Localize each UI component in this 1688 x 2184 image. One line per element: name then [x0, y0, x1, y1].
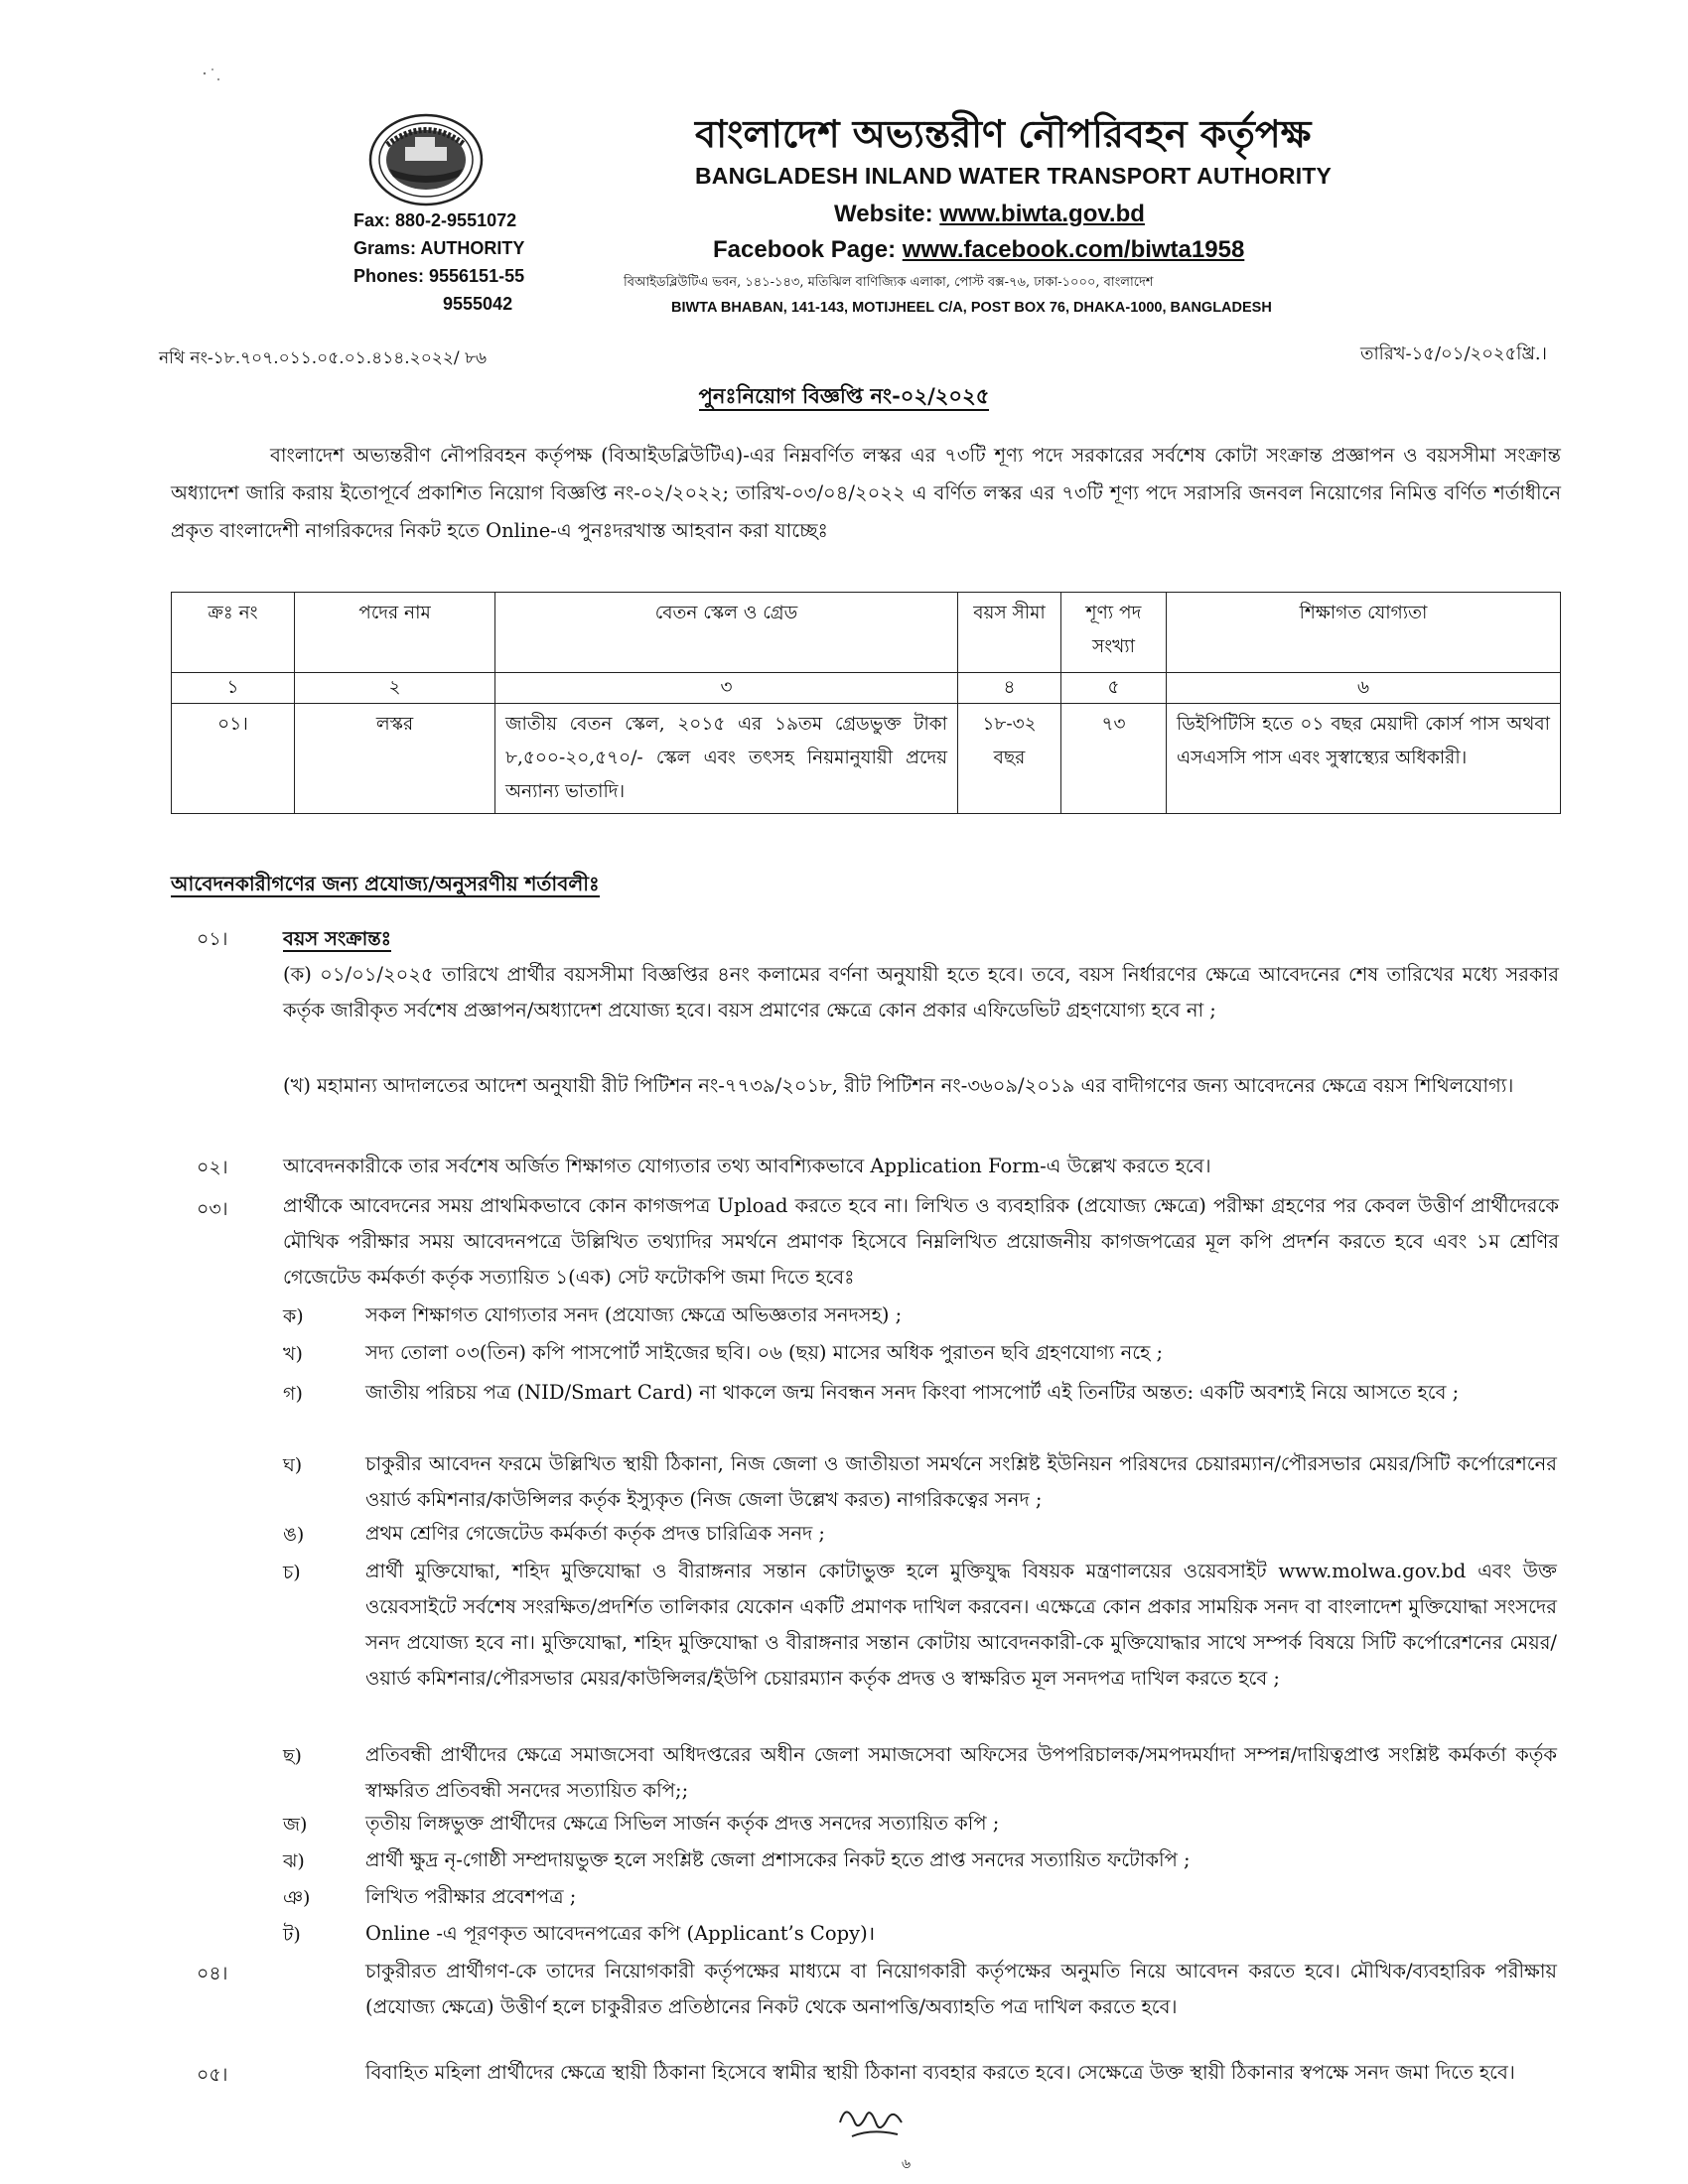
cell-qualification: ডিইপিটিসি হতে ০১ বছর মেয়াদী কোর্স পাস অথবা এসএসসি পাস এবং সুস্বাস্থ্যের অধিকারী। — [1167, 704, 1561, 814]
signature-icon — [832, 2093, 912, 2148]
sub-item-letter: চ) — [283, 1562, 301, 1583]
col-number: ৬ — [1167, 673, 1561, 704]
col-number: ৫ — [1061, 673, 1167, 704]
col-number: ২ — [295, 673, 495, 704]
cell-post: লস্কর — [295, 704, 495, 814]
biwta-logo-icon — [367, 111, 485, 208]
contact-block — [353, 206, 582, 318]
fax-text: Fax: 880-2-9551072 — [353, 210, 517, 230]
col-header-qualification: শিক্ষাগত যোগ্যতা — [1167, 593, 1561, 673]
condition-2: আবেদনকারীকে তার সর্বশেষ অর্জিত শিক্ষাগত যোগ্যতার তথ্য আবশ্যিকভাবে Application Form-এ উল্লেখ করতে হবে। — [283, 1155, 1211, 1177]
grams-text: Grams: AUTHORITY — [353, 238, 525, 258]
condition-number: ০১। — [197, 928, 228, 950]
sub-item-letter: গ) — [283, 1383, 303, 1405]
sub-item-text: প্রার্থী ক্ষুদ্র নৃ-গোষ্ঠী সম্প্রদায়ভুক্ত হলে সংশ্লিষ্ট জেলা প্রশাসকের নিকট হতে প্রাপ্ত সনদের সত্যায়িত ফটোকপি ; — [365, 1848, 1191, 1871]
sub-item-letter: ঞ) — [283, 1887, 311, 1909]
page-number: ৬ — [902, 2156, 912, 2172]
col-number: ১ — [172, 673, 295, 704]
sub-item-text: সকল শিক্ষাগত যোগ্যতার সনদ (প্রযোজ্য ক্ষেত্রে অভিজ্ঞতার সনদসহ) ; — [365, 1303, 903, 1326]
website-line — [834, 201, 1145, 228]
vacancy-table — [171, 592, 1561, 814]
column-number-row — [172, 673, 1561, 704]
sub-item-text: প্রতিবন্ধী প্রার্থীদের ক্ষেত্রে সমাজসেবা অধিদপ্তরের অধীন জেলা সমাজসেবা অফিসের উপপরিচালক/সমপদমর্যাদা সম্পন্ন/দায়িত্বপ্রাপ্ত সংশ্লিষ্ট কর্মকর্তা কর্তৃক স্বাক্ষরিত প্রতিবন্ধী সনদের সত্যায়িত কপি;; — [365, 1743, 1557, 1802]
condition-number: ০৩। — [197, 1198, 228, 1220]
org-name-english: BANGLADESH INLAND WATER TRANSPORT AUTHORITY — [695, 163, 1333, 189]
facebook-link[interactable]: www.facebook.com/biwta1958 — [902, 236, 1245, 263]
notice-title-text: পুনঃনিয়োগ বিজ্ঞপ্তি নং-০২/২০২৫ — [699, 383, 990, 411]
address-bengali: বিআইডব্লিউটিএ ভবন, ১৪১-১৪৩, মতিঝিল বাণিজ্যিক এলাকা, পোস্ট বক্স-৭৬, ঢাকা-১০০০, বাংলাদেশ — [624, 275, 1154, 290]
sub-item-text: Online -এ পূরণকৃত আবেদনপত্রের কপি (Applicant’s Copy)। — [365, 1922, 876, 1945]
condition-3: প্রার্থীকে আবেদনের সময় প্রাথমিকভাবে কোন কাগজপত্র Upload করতে হবে না। লিখিত ও ব্যবহারিক (প্রযোজ্য ক্ষেত্রে) পরীক্ষা গ্রহণের পর কেবল উত্তীর্ণ প্রার্থীদেরকে মৌখিক পরীক্ষার সময় আবেদনপত্রে উল্লিখিত তথ্যাদির সমর্থনে প্রমাণক হিসেবে নিম্নলিখিত প্রয়োজনীয় কাগজপত্রের মূল কপি প্রদর্শন করতে হবে এবং ১ম শ্রেণির গেজেটেড কর্মকর্তা কর্তৃক সত্যায়িত ১(এক) সেট ফটোকপি জমা দিতে হবেঃ — [283, 1194, 1559, 1289]
facebook-label: Facebook Page: — [713, 236, 897, 263]
intro-paragraph — [171, 437, 1561, 550]
scan-mark-icon — [199, 64, 228, 93]
sub-item-text: সদ্য তোলা ০৩(তিন) কপি পাসপোর্ট সাইজের ছবি। ০৬ (ছয়) মাসের অধিক পুরাতন ছবি গ্রহণযোগ্য নহে ; — [365, 1341, 1164, 1364]
col-header-vacancy: শূণ্য পদ সংখ্যা — [1061, 593, 1167, 673]
condition-1-heading-text: বয়স সংক্রান্তঃ — [283, 927, 392, 950]
sub-item-letter: ঘ) — [283, 1454, 303, 1476]
col-header-scale: বেতন স্কেল ও গ্রেড — [495, 593, 958, 673]
cell-scale: জাতীয় বেতন স্কেল, ২০১৫ এর ১৯তম গ্রেডভুক্ত টাকা ৮,৫০০-২০,৫৭০/- স্কেল এবং তৎসহ নিয়মানুযায়ী প্রদেয় অন্যান্য ভাতাদি। — [495, 704, 958, 814]
condition-5: বিবাহিত মহিলা প্রার্থীদের ক্ষেত্রে স্থায়ী ঠিকানা হিসেবে স্বামীর স্থায়ী ঠিকানা ব্যবহার করতে হবে। সেক্ষেত্রে উক্ত স্থায়ী ঠিকানার স্বপক্ষে সনদ জমা দিতে হবে। — [365, 2061, 1515, 2084]
col-header-age: বয়স সীমা — [958, 593, 1061, 673]
col-number: ৩ — [495, 673, 958, 704]
col-header-post: পদের নাম — [295, 593, 495, 673]
sub-item-letter: ছ) — [283, 1745, 302, 1767]
condition-1-heading — [283, 921, 391, 957]
condition-1a: (ক) ০১/০১/২০২৫ তারিখে প্রার্থীর বয়সসীমা বিজ্ঞপ্তির ৪নং কলামের বর্ণনা অনুযায়ী হতে হবে। তবে, বয়স নির্ধারণের ক্ষেত্রে আবেদনের শেষ তারিখের মধ্যে সরকার কর্তৃক জারীকৃত সর্বশেষ প্রজ্ঞাপন/অধ্যাদেশ প্রযোজ্য হবে। বয়স প্রমাণের ক্ষেত্রে কোন প্রকার এফিডেভিট গ্রহণযোগ্য হবে না ; — [283, 963, 1559, 1022]
conditions-title-text: আবেদনকারীগণের জন্য প্রযোজ্য/অনুসরণীয় শর্তাবলীঃ — [171, 872, 600, 895]
sub-item-letter: ট) — [283, 1924, 301, 1946]
phones-secondary-text: 9555042 — [443, 294, 513, 314]
condition-number: ০২। — [197, 1157, 228, 1178]
intro-text: বাংলাদেশ অভ্যন্তরীণ নৌপরিবহন কর্তৃপক্ষ (বিআইডব্লিউটিএ)-এর নিম্নবর্ণিত লস্কর এর ৭৩টি শূণ্য পদে সরকারের সর্বশেষ কোটা সংক্রান্ত প্রজ্ঞাপন ও বয়সসীমা সংক্রান্ত অধ্যাদেশ জারি করায় ইতোপূর্বে প্রকাশিত নিয়োগ বিজ্ঞপ্তি নং-০২/২০২২; তারিখ-০৩/০৪/২০২২ এ বর্ণিত লস্কর এর ৭৩টি শূণ্য পদে সরাসরি জনবল নিয়োগের নিমিত্ত বর্ণিত শর্তাধীনে প্রকৃত বাংলাদেশী নাগরিকদের নিকট হতে Online-এ পুনঃদরখাস্ত আহবান করা যাচ্ছেঃ — [171, 444, 1561, 542]
conditions-title — [171, 870, 600, 902]
org-name-bengali: বাংলাদেশ অভ্যন্তরীণ নৌপরিবহন কর্তৃপক্ষ — [695, 111, 1312, 156]
cell-vacancy: ৭৩ — [1061, 704, 1167, 814]
col-number: ৪ — [958, 673, 1061, 704]
sub-item-text: লিখিত পরীক্ষার প্রবেশপত্র ; — [365, 1885, 577, 1908]
sub-item-text: প্রার্থী মুক্তিযোদ্ধা, শহিদ মুক্তিযোদ্ধা ও বীরাঙ্গনার সন্তান কোটাভুক্ত হলে মুক্তিযুদ্ধ বিষয়ক মন্ত্রণালয়ের ওয়েবসাইট www.molwa.gov.bd এবং উক্ত ওয়েবসাইটে সর্বশেষ সংরক্ষিত/প্রদর্শিত তালিকার যেকোন একটি প্রমাণক দাখিল করবেন। এক্ষেত্রে কোন প্রকার সাময়িক সনদ বা বাংলাদেশ মুক্তিযোদ্ধা সংসদের সনদ প্রযোজ্য হবে না। মুক্তিযোদ্ধা, শহিদ মুক্তিযোদ্ধা ও বীরাঙ্গনার সন্তান কোটায় আবেদনকারী-কে মুক্তিযোদ্ধার সাথে সম্পর্ক বিষয়ে সিটি কর্পোরেশনের মেয়র/ওয়ার্ড কমিশনার/পৌরসভার মেয়র/কাউন্সিলর/ইউপি চেয়ারম্যান কর্তৃক প্রদত্ত ও স্বাক্ষরিত মূল সনদপত্র দাখিল করতে হবে ; — [365, 1560, 1557, 1690]
condition-4: চাকুরীরত প্রার্থীগণ-কে তাদের নিয়োগকারী কর্তৃপক্ষের মাধ্যমে বা নিয়োগকারী কর্তৃপক্ষের অনুমতি নিয়ে আবেদন করতে হবে। মৌখিক/ব্যবহারিক পরীক্ষায় (প্রযোজ্য ক্ষেত্রে) উত্তীর্ণ হলে চাকুরীরত প্রতিষ্ঠানের নিকট থেকে অনাপত্তি/অব্যাহতি পত্র দাখিল করতে হবে। — [365, 1960, 1557, 2018]
sub-item-text: চাকুরীর আবেদন ফরমে উল্লিখিত স্থায়ী ঠিকানা, নিজ জেলা ও জাতীয়তা সমর্থনে সংশ্লিষ্ট ইউনিয়ন পরিষদের চেয়ারম্যান/পৌরসভার মেয়র/সিটি কর্পোরেশনের ওয়ার্ড কমিশনার/কাউন্সিলর কর্তৃক ইস্যুকৃত (নিজ জেলা উল্লেখ করত) নাগরিকত্বের সনদ ; — [365, 1452, 1557, 1511]
table-header-row — [172, 593, 1561, 673]
sub-item-text: তৃতীয় লিঙ্গভুক্ত প্রার্থীদের ক্ষেত্রে সিভিল সার্জন কর্তৃক প্রদত্ত সনদের সত্যায়িত কপি ; — [365, 1812, 1000, 1835]
memo-number: নথি নং-১৮.৭০৭.০১১.০৫.০১.৪১৪.২০২২/ ৮৬ — [159, 348, 488, 368]
sub-item-letter: ক) — [283, 1305, 304, 1327]
website-label: Website: — [834, 201, 933, 227]
condition-1b: (খ) মহামান্য আদালতের আদেশ অনুযায়ী রীট পিটিশন নং-৭৭৩৯/২০১৮, রীট পিটিশন নং-৩৬০৯/২০১৯ এর বাদীগণের জন্য আবেদনের ক্ষেত্রে বয়স শিথিলযোগ্য। — [283, 1074, 1514, 1097]
condition-number: ০৪। — [197, 1963, 228, 1984]
sub-item-text: প্রথম শ্রেণির গেজেটেড কর্মকর্তা কর্তৃক প্রদত্ত চারিত্রিক সনদ ; — [365, 1522, 825, 1545]
notice-title — [0, 380, 1688, 415]
website-link[interactable]: www.biwta.gov.bd — [939, 201, 1145, 227]
phones-text: Phones: 9556151-55 — [353, 266, 525, 286]
sub-item-letter: জ) — [283, 1814, 308, 1836]
sub-item-letter: খ) — [283, 1343, 303, 1365]
sub-item-text: জাতীয় পরিচয় পত্র (NID/Smart Card) না থাকলে জন্ম নিবন্ধন সনদ কিংবা পাসপোর্ট এই তিনটির অন্তত: একটি অবশ্যই নিয়ে আসতে হবে ; — [365, 1381, 1460, 1404]
notice-date: তারিখ-১৫/০১/২০২৫খ্রি.। — [1359, 343, 1547, 364]
table-row — [172, 704, 1561, 814]
cell-serial: ০১। — [172, 704, 295, 814]
facebook-line — [713, 236, 1244, 264]
sub-item-letter: ঙ) — [283, 1524, 305, 1546]
address-english: BIWTA BHABAN, 141-143, MOTIJHEEL C/A, POST BOX 76, DHAKA-1000, BANGLADESH — [671, 300, 1272, 316]
cell-age: ১৮-৩২ বছর — [958, 704, 1061, 814]
sub-item-letter: ঝ) — [283, 1850, 305, 1872]
col-header-serial: ক্রঃ নং — [172, 593, 295, 673]
condition-number: ০৫। — [197, 2064, 228, 2086]
